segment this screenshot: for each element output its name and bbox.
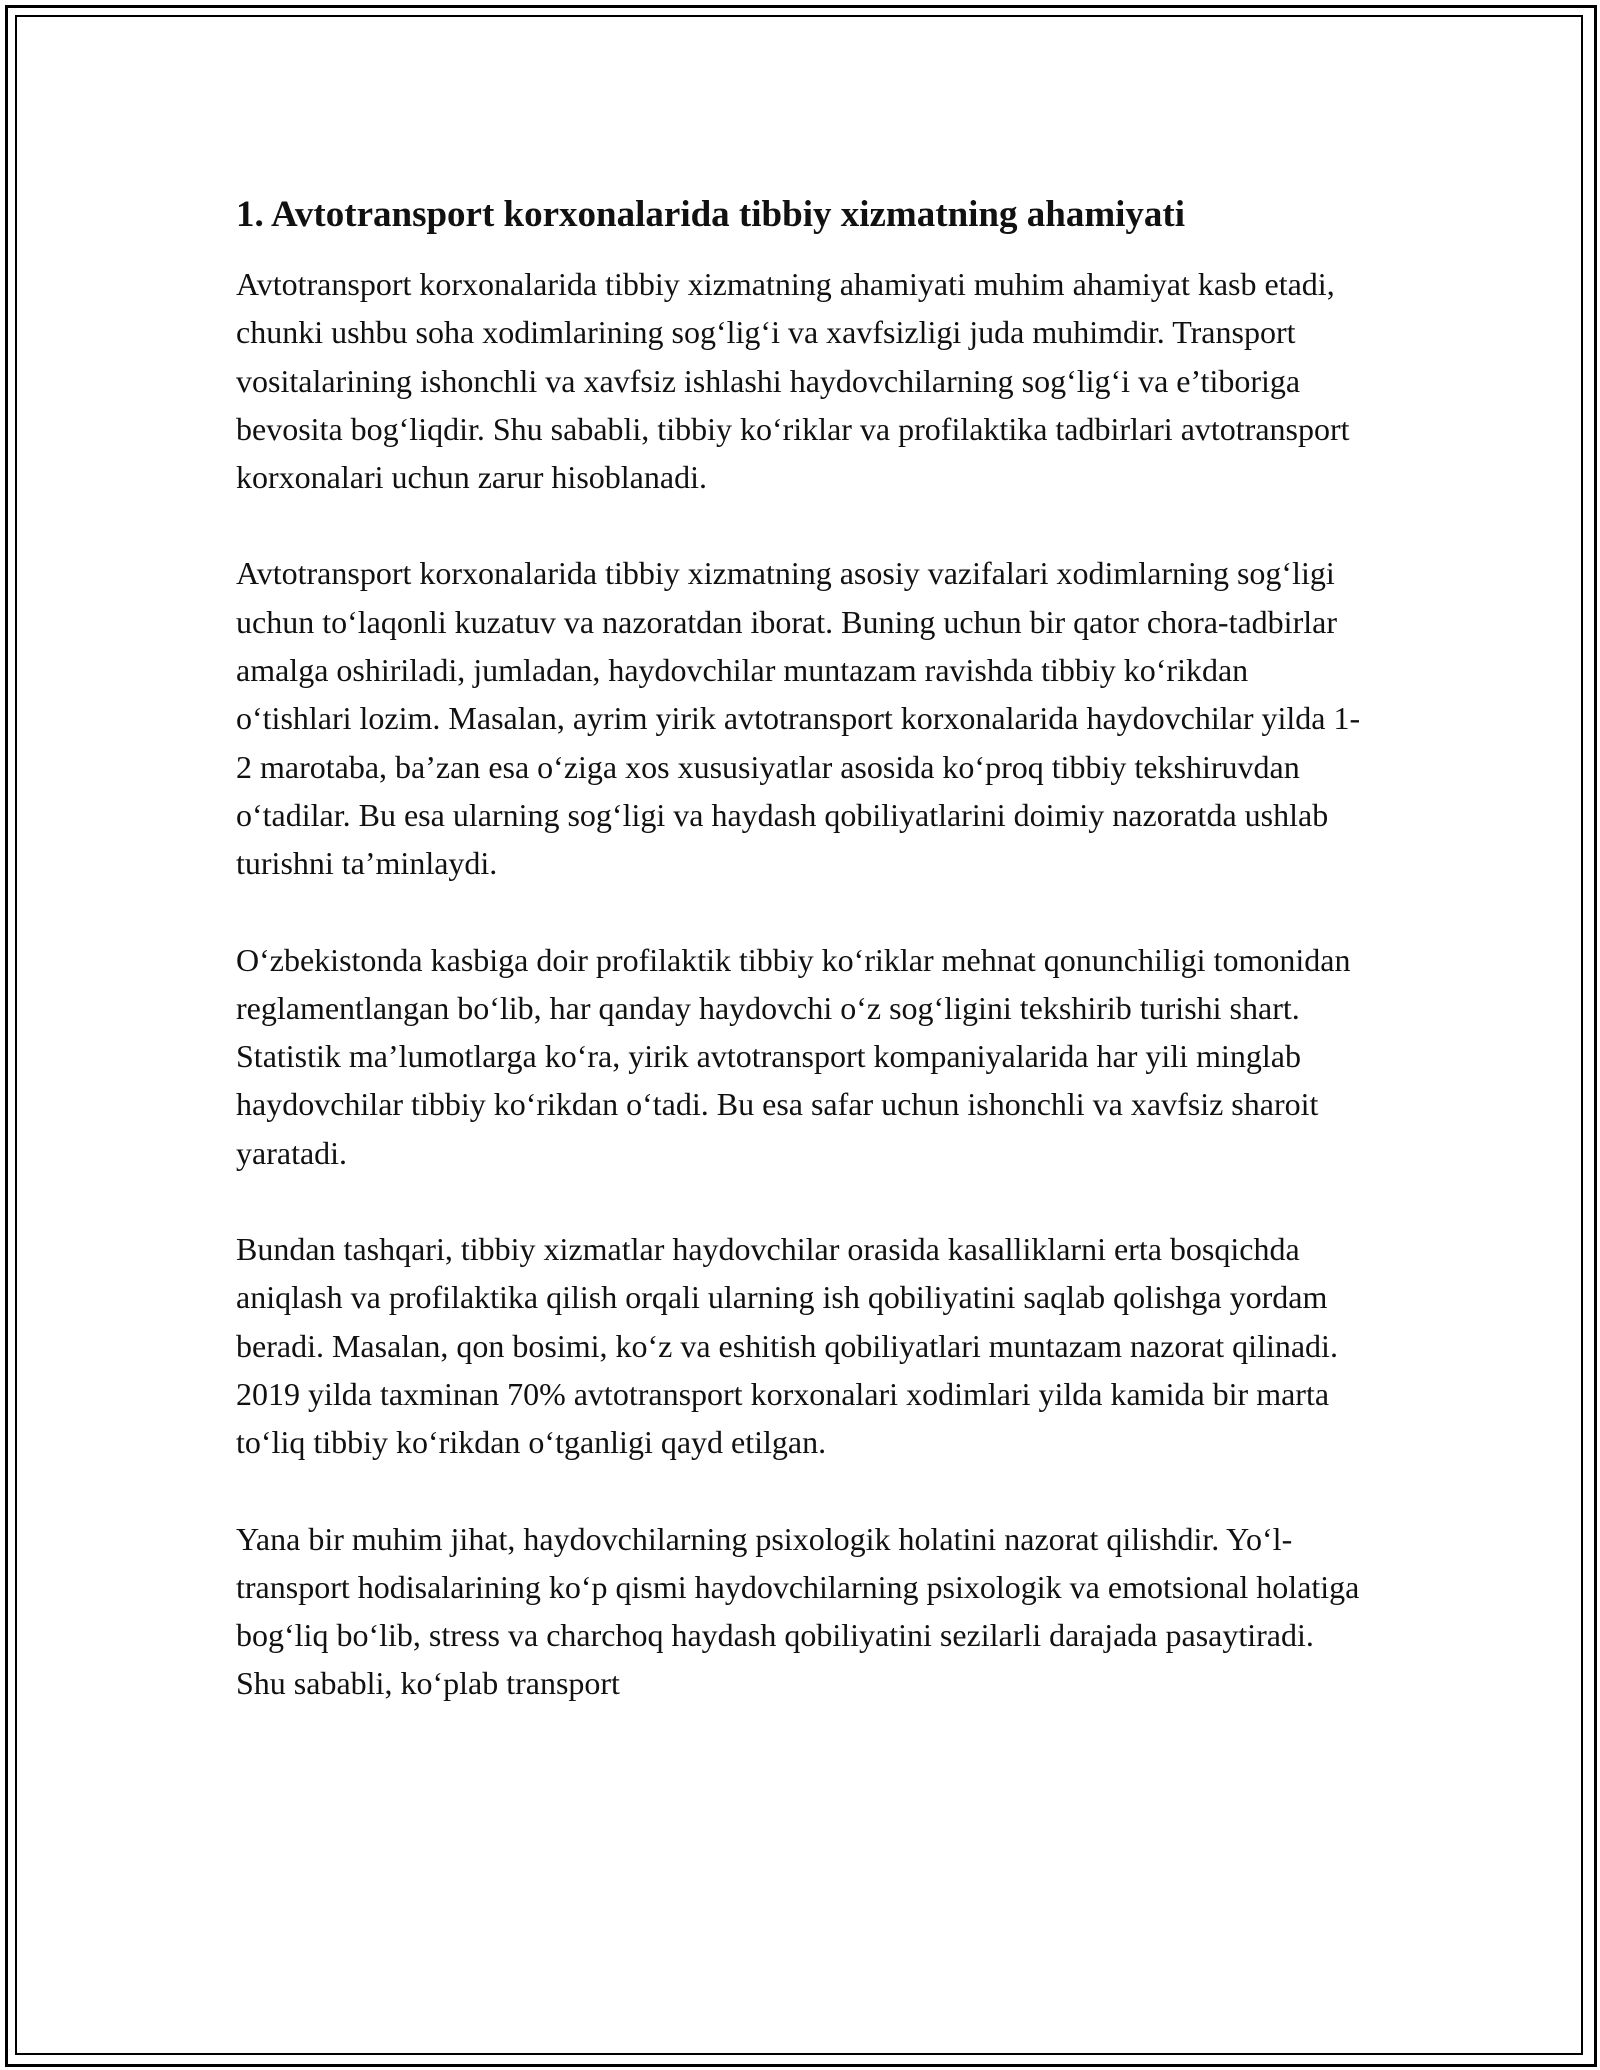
paragraph-1: Avtotransport korxonalarida tibbiy xizmatning ahamiyati muhim ahamiyat kasb etadi, chunki ushbu soha xodimlarining sog‘lig‘i va xavfsizligi juda muhimdir. Transport vositalarining ishonchli va xavfsiz ishlashi haydovchilarning sog‘lig‘i va e’tiboriga bevosita bog‘liqdir. Shu sababli, tibbiy ko‘riklar va profilaktika tadbirlari avtotransport korxonalari uchun zarur hisoblanadi. xyxy=(236,266,1350,496)
paragraph-2: Avtotransport korxonalarida tibbiy xizmatning asosiy vazifalari xodimlarning sog‘ligi uchun to‘laqonli kuzatuv va nazoratdan iborat. Buning uchun bir qator chora-tadbirlar amalga oshiriladi, jumladan, haydovchilar muntazam ravishda tibbiy ko‘rikdan o‘tishlari lozim. Masalan, ayrim yirik avtotransport korxonalarida haydovchilar yilda 1-2 marotaba, ba’zan esa o‘ziga xos xususiyatlar asosida ko‘proq tibbiy tekshiruvdan o‘tadilar. Bu esa ularning sog‘ligi va haydash qobiliyatlarini doimiy nazoratda ushlab turishni ta’minlaydi. xyxy=(236,555,1361,882)
document-body xyxy=(236,186,1368,1708)
section-heading: 1. Avtotransport korxonalarida tibbiy xizmatning ahamiyati xyxy=(236,194,1186,235)
paragraph-4: Bundan tashqari, tibbiy xizmatlar haydovchilar orasida kasalliklarni erta bosqichda aniqlash va profilaktika qilish orqali ularning ish qobiliyatini saqlab qolishga yordam beradi. Masalan, qon bosimi, ko‘z va eshitish qobiliyatlari muntazam nazorat qilinadi. 2019 yilda taxminan 70% avtotransport korxonalari xodimlari yilda kamida bir marta to‘liq tibbiy ko‘rikdan o‘tganligi qayd etilgan. xyxy=(236,1231,1338,1461)
paragraph-3: O‘zbekistonda kasbiga doir profilaktik tibbiy ko‘riklar mehnat qonunchiligi tomonidan reglamentlangan bo‘lib, har qanday haydovchi o‘z sog‘ligini tekshirib turishi shart. Statistik ma’lumotlarga ko‘ra, yirik avtotransport kompaniyalarida har yili minglab haydovchilar tibbiy ko‘rikdan o‘tadi. Bu esa safar uchun ishonchli va xavfsiz sharoit yaratadi. xyxy=(236,941,1351,1171)
paragraph-5: Yana bir muhim jihat, haydovchilarning psixologik holatini nazorat qilishdir. Yo‘l-transport hodisalarining ko‘p qismi haydovchilarning psixologik va emotsional holatiga bog‘liq bo‘lib, stress va charchoq haydash qobiliyatini sezilarli darajada pasaytiradi. Shu sababli, ko‘plab transport xyxy=(236,1520,1360,1702)
